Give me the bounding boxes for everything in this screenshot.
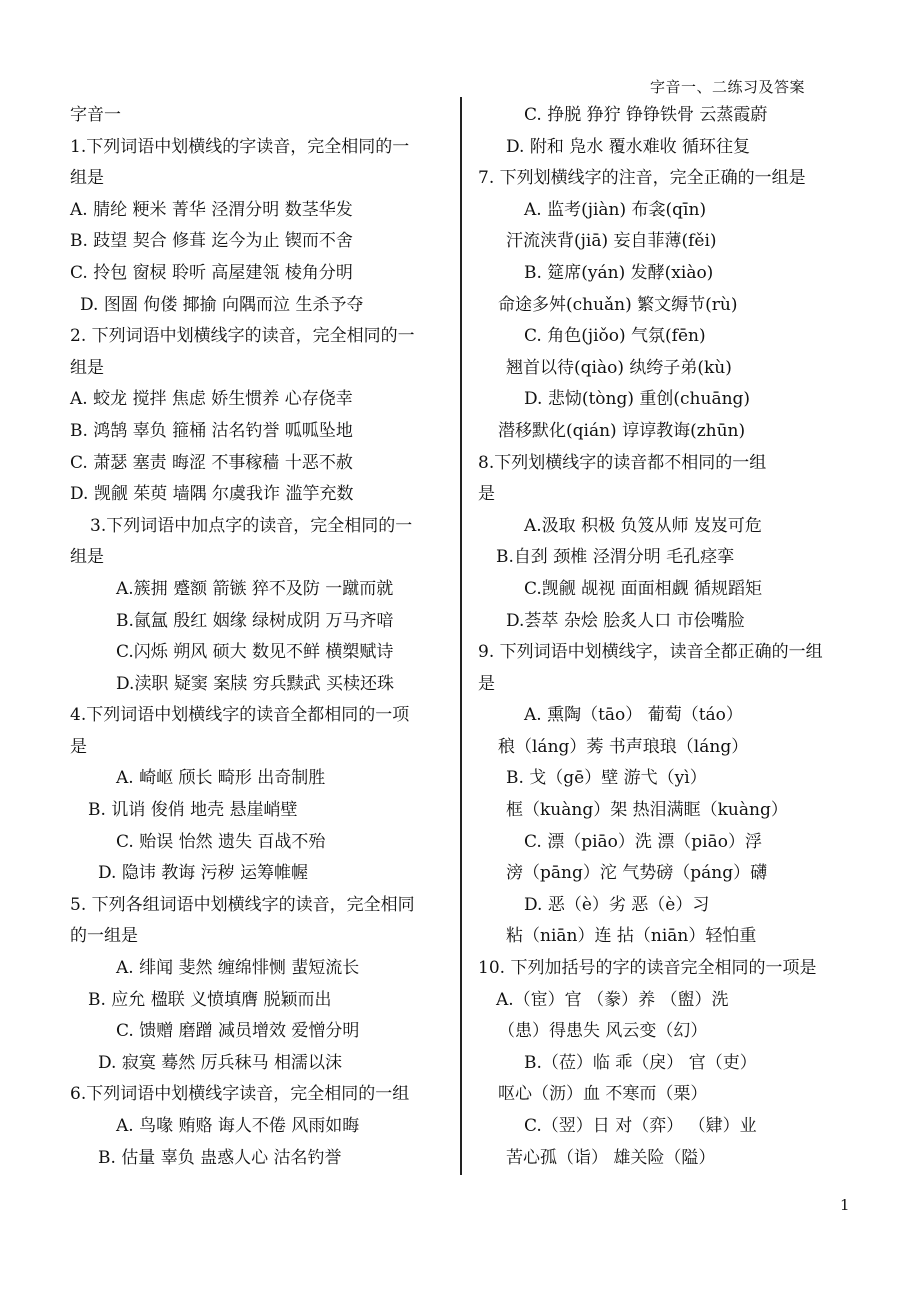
text-line: A. 蛟龙 搅拌 焦虑 娇生惯养 心存侥幸 [70,389,353,410]
text-line: B.（莅）临 乖（戾） 官（吏） [524,1052,757,1073]
text-line: A.（宦）官 （豢）养 （盥）洗 [496,989,729,1010]
text-line: D. 寂寞 蓦然 厉兵秣马 相濡以沫 [98,1052,343,1073]
text-line: 是 [478,673,495,694]
text-line: 汗流浃背(jiā) 妄自菲薄(fěi) [506,231,717,252]
text-line: B. 戈（gē）壁 游弋（yì） [506,768,707,789]
text-line: D. 悲恸(tòng) 重创(chuāng) [524,389,751,410]
text-line: 稂（láng）莠 书声琅琅（láng） [498,736,749,757]
right-column [478,100,858,1174]
text-line: A. 鸟喙 贿赂 诲人不倦 风雨如晦 [116,1116,360,1136]
text-line: D. 附和 凫水 覆水难收 循环往复 [506,136,751,157]
text-line: （患）得患失 风云变（幻） [498,1021,708,1042]
text-line: 潜移默化(qián) 谆谆教诲(zhūn) [498,420,746,441]
text-line: 字音一 [70,105,121,125]
text-line: A. 崎岖 颀长 畸形 出奇制胜 [116,768,326,789]
text-line: 框（kuàng）架 热泪满眶（kuàng） [506,800,788,821]
text-line: B. 跂望 契合 修葺 迄今为止 锲而不舍 [70,231,353,252]
text-line: 3.下列词语中加点字的读音，完全相同的一 [90,515,413,536]
text-line: 8.下列划横线字的读音都不相同的一组 [478,452,767,473]
text-line: B. 应允 楹联 义愤填膺 脱颖而出 [88,989,332,1010]
text-line: 组是 [70,547,104,568]
text-line: 组是 [70,357,104,378]
text-line: A. 腈纶 粳米 菁华 泾渭分明 数茎华发 [70,199,353,220]
text-line: C. 萧瑟 塞责 晦涩 不事稼穑 十恶不赦 [70,452,353,473]
text-line: D.渎职 疑窦 案牍 穷兵黩武 买椟还珠 [116,673,395,694]
text-line: 组是 [70,168,104,189]
text-line: 呕心（沥）血 不寒而（栗） [498,1084,708,1105]
text-line: 粘（niān）连 拈（niān）轻怕重 [506,926,757,947]
text-line: B. 鸿鹄 辜负 箍桶 沽名钓誉 呱呱坠地 [70,420,353,441]
text-line: A. 监考(jiàn) 布衾(qīn) [524,199,707,220]
text-line: B. 讥诮 俊俏 地壳 悬崖峭壁 [88,800,298,821]
text-line: 7. 下列划横线字的注音，完全正确的一组是 [478,168,806,189]
text-line: C. 角色(jiǒo) 气氛(fēn) [524,326,706,347]
text-line: B.氤氲 殷红 姻缘 绿树成阴 万马齐喑 [116,610,394,631]
text-line: 5. 下列各组词语中划横线字的读音，完全相同 [70,894,415,915]
text-line: C. 拎包 窗棂 聆听 高屋建瓴 棱角分明 [70,262,353,283]
text-line: A. 绯闻 斐然 缠绵悱恻 蜚短流长 [116,958,360,979]
text-line: 2. 下列词语中划横线字的读音，完全相同的一 [70,326,415,347]
text-line: 1.下列词语中划横线的字读音，完全相同的一 [70,136,410,157]
text-line: C.闪烁 朔风 硕大 数见不鲜 横槊赋诗 [116,642,394,663]
text-line: A.汲取 积极 负笈从师 岌岌可危 [524,515,762,536]
page-header-title: 字音一、二练习及答案 [650,78,806,96]
text-line: C. 漂（piāo）洗 漂（piāo）浮 [524,831,762,852]
text-line: D. 图圄 佝偻 揶揄 向隅而泣 生杀予夺 [80,294,364,315]
text-line: C.觊觎 觇视 面面相觑 循规蹈矩 [524,578,763,599]
text-line: 滂（pāng）沱 气势磅（páng）礴 [506,863,768,884]
column-divider [460,97,462,1175]
text-line: C. 挣脱 狰狞 铮铮铁骨 云蒸霞蔚 [524,105,768,125]
text-line: D. 恶（è）劣 恶（è）习 [524,894,710,915]
text-line: C.（翌）日 对（弈） （肄）业 [524,1116,757,1136]
text-line: 4.下列词语中划横线字的读音全都相同的一项 [70,705,410,726]
text-line: B. 筵席(yán) 发酵(xiào) [524,262,714,283]
page-number: 1 [840,1196,850,1214]
text-line: 翘首以待(qiào) 纨绔子弟(kù) [506,357,732,378]
text-line: A. 熏陶（tāo） 葡萄（táo） [524,705,743,726]
text-line: 9. 下列词语中划横线字，读音全都正确的一组 [478,642,823,663]
text-line: 是 [70,736,87,757]
text-line: 6.下列词语中划横线字读音，完全相同的一组 [70,1084,410,1105]
text-line: D. 觊觎 茱萸 墙隅 尔虞我诈 滥竽充数 [70,484,354,505]
text-line: 的一组是 [70,926,138,947]
text-line: 10. 下列加括号的字的读音完全相同的一项是 [478,958,817,979]
text-line: B. 估量 辜负 蛊惑人心 沽名钓誉 [98,1147,342,1168]
left-column [70,100,448,1174]
text-line: D.荟萃 杂烩 脍炙人口 市侩嘴脸 [506,610,745,631]
text-line: A.簇拥 蹙额 箭镞 猝不及防 一蹴而就 [116,578,394,599]
text-line: 命途多舛(chuǎn) 繁文缛节(rù) [498,294,738,315]
text-line: C. 贻误 怡然 遗失 百战不殆 [116,831,326,852]
text-line: 苦心孤（诣） 雄关险（隘） [506,1147,716,1168]
text-line: B.自刭 颈椎 泾渭分明 毛孔痉挛 [496,547,735,568]
text-line: 是 [478,484,495,505]
text-line: C. 馈赠 磨蹭 减员增效 爱憎分明 [116,1021,360,1042]
text-line: D. 隐讳 教诲 污秽 运筹帷幄 [98,863,309,884]
